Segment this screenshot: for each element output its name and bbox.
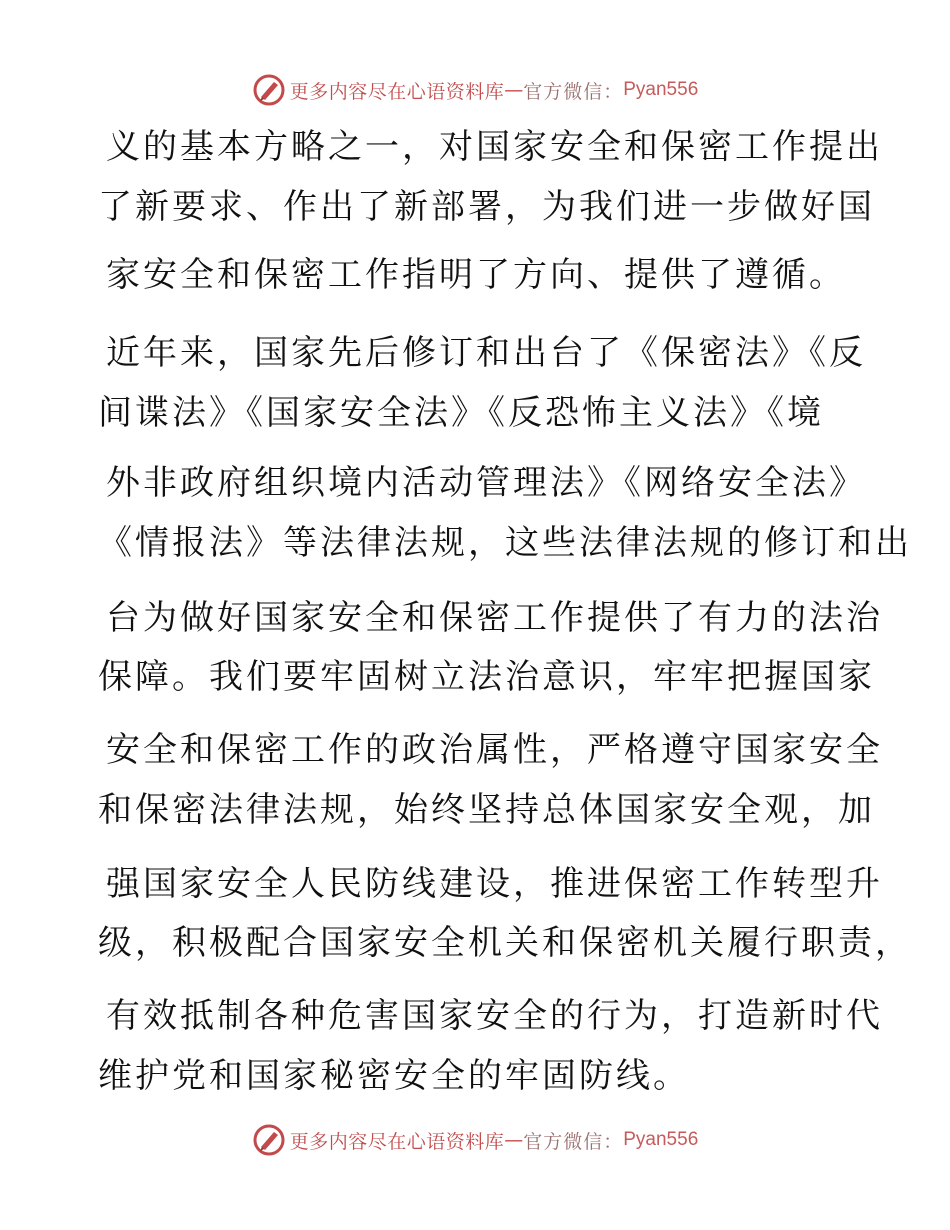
text-line: 外非政府组织境内活动管理法》《网络安全法》 xyxy=(106,463,866,503)
red-circular-logo-icon xyxy=(252,73,286,107)
watermark-dash: — xyxy=(504,1129,524,1151)
watermark-wechat-id: Pyan556 xyxy=(623,1129,699,1150)
text-line: 义的基本方略之一，对国家安全和保密工作提出 xyxy=(106,127,883,167)
header-watermark xyxy=(0,70,950,110)
text-line: 级，积极配合国家安全机关和保密机关履行职责， xyxy=(98,923,912,963)
red-circular-logo-icon xyxy=(252,1123,286,1157)
text-line: 近年来，国家先后修订和出台了《保密法》《反 xyxy=(106,333,866,373)
watermark-dash: — xyxy=(504,79,524,101)
watermark-wechat-id: Pyan556 xyxy=(623,79,699,100)
text-line: 安全和保密工作的政治属性，严格遵守国家安全 xyxy=(106,730,883,770)
text-line: 家安全和保密工作指明了方向、提供了遵循。 xyxy=(106,255,846,295)
text-line: 间谍法》《国家安全法》《反恐怖主义法》《境 xyxy=(98,393,824,433)
text-line: 台为做好国家安全和保密工作提供了有力的法治 xyxy=(106,598,883,638)
text-line: 有效抵制各种危害国家安全的行为，打造新时代 xyxy=(106,996,883,1036)
text-line: 维护党和国家秘密安全的牢固防线。 xyxy=(98,1056,690,1096)
text-line: 《情报法》等法律法规，这些法律法规的修订和出 xyxy=(98,523,912,563)
watermark-site-name: 更多内容尽在心语资料库 xyxy=(289,80,505,103)
watermark-site-name: 更多内容尽在心语资料库 xyxy=(289,1130,505,1153)
watermark-wechat-label: 官方微信： xyxy=(523,1130,624,1153)
text-line: 强国家安全人民防线建设，推进保密工作转型升 xyxy=(106,864,883,904)
footer-watermark xyxy=(0,1120,950,1160)
text-line: 和保密法律法规，始终坚持总体国家安全观，加 xyxy=(98,790,875,830)
text-line: 保障。我们要牢固树立法治意识，牢牢把握国家 xyxy=(98,657,875,697)
watermark-wechat-label: 官方微信： xyxy=(523,80,624,103)
text-line: 了新要求、作出了新部署，为我们进一步做好国 xyxy=(98,187,875,227)
